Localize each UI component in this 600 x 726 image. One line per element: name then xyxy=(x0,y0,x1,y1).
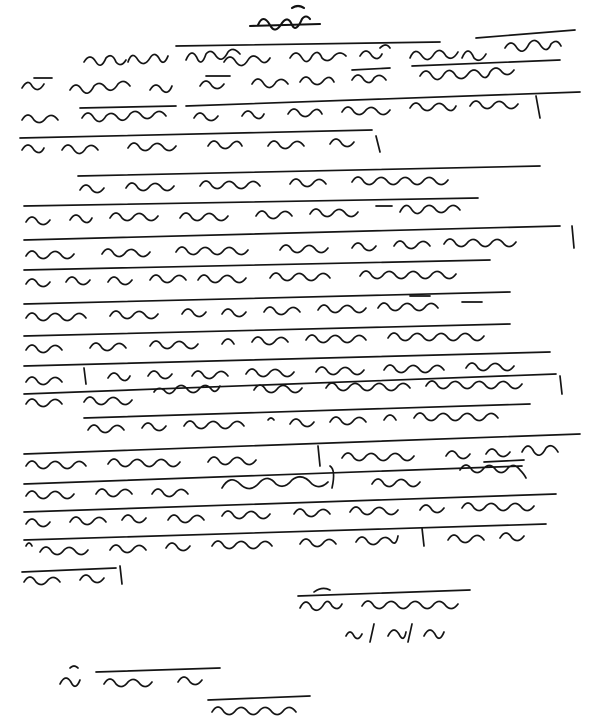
handwriting-line-8 xyxy=(24,260,490,287)
handwriting-line-13 xyxy=(84,404,530,433)
recipient-handwriting xyxy=(60,666,220,687)
handwriting-line-3 xyxy=(22,92,580,123)
handwriting-line-10 xyxy=(24,324,510,353)
handwriting-line-16 xyxy=(24,494,556,527)
handwriting-line-9 xyxy=(24,292,510,321)
handwriting-line-7 xyxy=(24,226,574,259)
handwriting-line-11 xyxy=(24,352,550,385)
heading-handwriting xyxy=(250,6,320,30)
handwriting-line-4 xyxy=(20,130,380,154)
handwriting-line-14 xyxy=(24,434,580,469)
handwriting-line-6 xyxy=(24,198,478,225)
signature-handwriting xyxy=(298,588,470,610)
handwriting-line-17 xyxy=(24,524,546,555)
recipient-closing-handwriting xyxy=(208,696,310,715)
handwriting-line-18 xyxy=(22,566,122,585)
date-handwriting xyxy=(346,624,444,642)
handwriting-line-15 xyxy=(24,460,526,499)
handwriting-line-1 xyxy=(84,30,575,66)
handwriting-line-12 xyxy=(24,374,562,407)
handwriting-line-5 xyxy=(78,166,540,193)
handwriting-line-2 xyxy=(22,60,560,93)
